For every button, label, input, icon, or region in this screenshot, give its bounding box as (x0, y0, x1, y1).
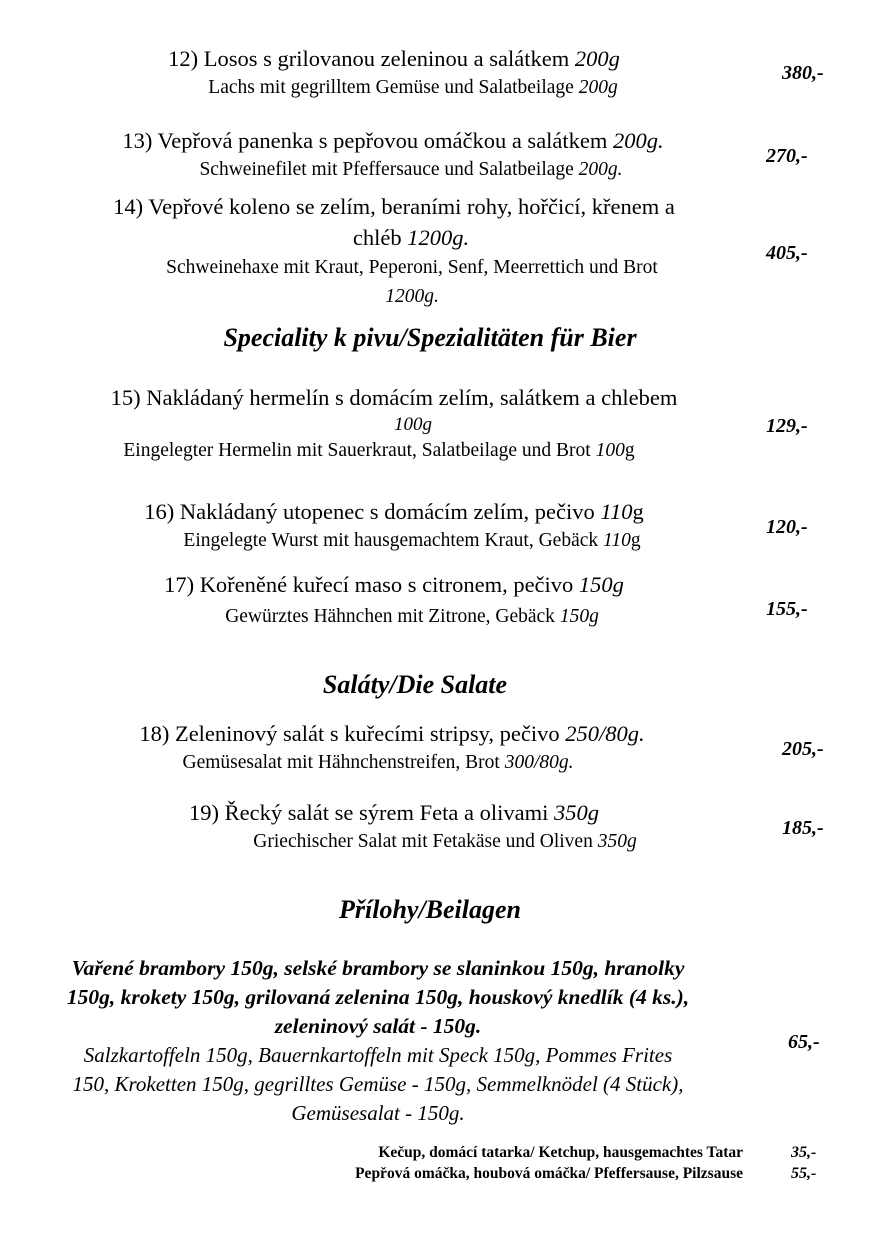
item-13-de (199, 159, 622, 181)
item-14-cz-line2 (353, 225, 469, 251)
item-weight: 1200g. (407, 225, 470, 250)
item-weight-unit: g (632, 499, 644, 524)
sides-cz-line2: 150g, krokety 150g, grilovaná zelenina 150g, houskový knedlík (4 ks.), (66, 985, 690, 1009)
item-14-price: 405,- (766, 242, 808, 264)
sides-de-line2: 150, Kroketten 150g, gegrilltes Gemüse - 150g, Semmelknödel (4 Stück), (72, 1072, 684, 1096)
extra-1-label: Kečup, domácí tatarka/ Ketchup, hausgemachtes Tatar (378, 1144, 743, 1161)
item-weight: 250/80g. (565, 721, 645, 746)
item-15-price: 129,- (766, 415, 808, 437)
item-18-price: 205,- (782, 738, 824, 760)
section-title-salads: Saláty/Die Salate (322, 670, 508, 699)
item-name-cz: 19) Řecký salát se sýrem Feta a olivami (189, 800, 549, 825)
item-name-cz: 12) Losos s grilovanou zeleninou a salátkem (168, 46, 570, 71)
item-18-cz (139, 721, 644, 747)
sides-de-line1: Salzkartoffeln 150g, Bauernkartoffeln mit Speck 150g, Pommes Frites (83, 1043, 673, 1067)
item-name-de: Griechischer Salat mit Fetakäse und Oliven (253, 831, 593, 852)
item-weight: 200g (578, 77, 618, 98)
item-name-cz: 13) Vepřová panenka s pepřovou omáčkou a salátkem (122, 128, 608, 153)
item-17-cz (164, 572, 624, 598)
item-weight: 110 (600, 499, 633, 524)
extra-1-price: 35,- (791, 1144, 817, 1161)
section-title-beer: Speciality k pivu/Spezialitäten für Bier (223, 323, 637, 352)
item-name-de: Schweinefilet mit Pfeffersauce und Salatbeilage (199, 159, 574, 180)
item-15-de (123, 440, 634, 462)
item-14-de-line2: 1200g. (385, 286, 439, 307)
item-weight: 200g. (613, 128, 664, 153)
item-16-de (183, 530, 640, 552)
item-19-price: 185,- (782, 817, 824, 839)
sides-cz-line1: Vařené brambory 150g, selské brambory se slaninkou 150g, hranolky (71, 956, 685, 980)
item-17-price: 155,- (766, 598, 808, 620)
item-12-cz (168, 46, 620, 72)
item-weight: 150g (578, 572, 624, 597)
item-18-de (183, 752, 574, 774)
sides-de-line3: Gemüsesalat - 150g. (291, 1101, 465, 1125)
item-weight: 150g (559, 606, 599, 627)
item-weight: 300/80g. (504, 752, 574, 773)
item-weight-unit: g (624, 440, 635, 461)
item-name-cz: 16) Nakládaný utopenec s domácím zelím, pečivo (144, 499, 595, 524)
item-name-de: Gemüsesalat mit Hähnchenstreifen, Brot (182, 752, 500, 773)
item-13-cz (122, 128, 663, 154)
sides-cz-line3: zeleninový salát - 150g. (274, 1014, 482, 1038)
item-name-de: Lachs mit gegrilltem Gemüse und Salatbeilage (208, 77, 574, 98)
item-16-price: 120,- (766, 516, 808, 538)
extra-2-price: 55,- (791, 1165, 817, 1182)
item-name-de: Eingelegter Hermelin mit Sauerkraut, Salatbeilage und Brot (123, 440, 591, 461)
item-weight: 200g (574, 46, 620, 71)
item-name-cz: 17) Kořeněné kuřecí maso s citronem, pečivo (164, 572, 574, 597)
item-16-cz (144, 499, 643, 525)
item-19-cz (189, 800, 599, 826)
item-name-de: Gewürztes Hähnchen mit Zitrone, Gebäck (225, 606, 555, 627)
item-14-de-line1: Schweinehaxe mit Kraut, Peperoni, Senf, Meerrettich und Brot (166, 257, 658, 278)
item-12-de (208, 77, 617, 99)
section-title-sides: Přílohy/Beilagen (339, 895, 521, 924)
sides-price: 65,- (788, 1031, 820, 1053)
item-weight-unit: g (630, 530, 641, 551)
item-name-cz: chléb (352, 225, 402, 250)
item-weight: 100 (595, 440, 625, 461)
item-weight: 200g. (578, 159, 623, 180)
item-14-cz-line1: 14) Vepřové koleno se zelím, beraními rohy, hořčicí, křenem a (113, 194, 675, 219)
item-name-de: Eingelegte Wurst mit hausgemachtem Kraut, Gebäck (183, 530, 599, 551)
item-weight: 350g (553, 800, 599, 825)
item-12-price: 380,- (782, 62, 824, 84)
item-name-cz: 18) Zeleninový salát s kuřecími stripsy, pečivo (139, 721, 560, 746)
item-weight: 350g (597, 831, 637, 852)
item-15-cz-weight: 100g (394, 414, 432, 435)
extra-2-label: Pepřová omáčka, houbová omáčka/ Pfeffersause, Pilzsause (355, 1165, 743, 1182)
item-13-price: 270,- (766, 145, 808, 167)
item-weight: 110 (603, 530, 631, 551)
item-15-cz: 15) Nakládaný hermelín s domácím zelím, salátkem a chlebem (110, 385, 678, 410)
item-17-de (225, 606, 599, 628)
item-19-de (253, 831, 636, 853)
